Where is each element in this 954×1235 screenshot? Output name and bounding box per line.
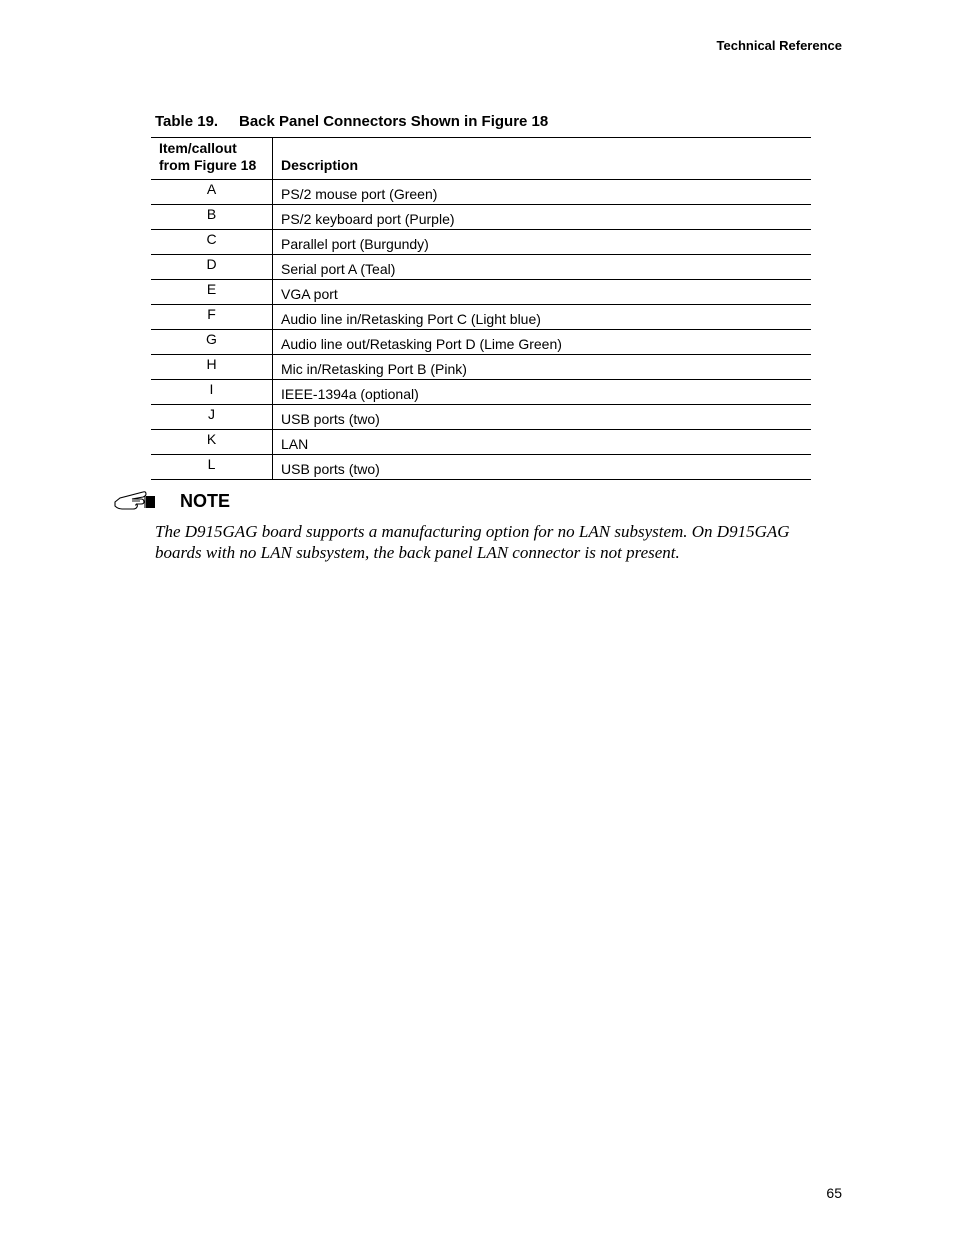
cell-description: PS/2 keyboard port (Purple) bbox=[273, 205, 812, 230]
table-row bbox=[151, 405, 811, 430]
cell-description: USB ports (two) bbox=[273, 405, 812, 430]
cell-item-callout: L bbox=[151, 455, 273, 480]
table-row bbox=[151, 355, 811, 380]
table-row bbox=[151, 305, 811, 330]
table-row bbox=[151, 430, 811, 455]
cell-description: Mic in/Retasking Port B (Pink) bbox=[273, 355, 812, 380]
column-header-item bbox=[151, 138, 273, 180]
cell-item-callout: B bbox=[151, 205, 273, 230]
cell-item-callout: J bbox=[151, 405, 273, 430]
cell-description: Audio line out/Retasking Port D (Lime Green) bbox=[273, 330, 812, 355]
table-row bbox=[151, 230, 811, 255]
cell-description: Parallel port (Burgundy) bbox=[273, 230, 812, 255]
cell-item-callout: A bbox=[151, 180, 273, 205]
cell-description: IEEE-1394a (optional) bbox=[273, 380, 812, 405]
table-row bbox=[151, 180, 811, 205]
back-panel-connectors-table bbox=[151, 137, 811, 480]
cell-item-callout: D bbox=[151, 255, 273, 280]
cell-description: USB ports (two) bbox=[273, 455, 812, 480]
table-row bbox=[151, 330, 811, 355]
cell-item-callout: G bbox=[151, 330, 273, 355]
table-caption bbox=[155, 113, 548, 130]
table-row bbox=[151, 380, 811, 405]
table-caption-number: Table 19. bbox=[155, 113, 219, 130]
cell-description: LAN bbox=[273, 430, 812, 455]
cell-item-callout: E bbox=[151, 280, 273, 305]
table-row bbox=[151, 205, 811, 230]
cell-description: Serial port A (Teal) bbox=[273, 255, 812, 280]
cell-item-callout: F bbox=[151, 305, 273, 330]
cell-description: PS/2 mouse port (Green) bbox=[281, 186, 438, 202]
cell-item-callout: C bbox=[151, 230, 273, 255]
table-caption-title: Back Panel Connectors Shown in Figure 18 bbox=[239, 113, 549, 130]
running-header: Technical Reference bbox=[716, 38, 842, 53]
cell-description: Audio line in/Retasking Port C (Light blue) bbox=[273, 305, 812, 330]
cell-item-callout: I bbox=[151, 380, 273, 405]
page-number: 65 bbox=[826, 1185, 842, 1201]
cell-item-callout: H bbox=[151, 355, 273, 380]
table-row bbox=[151, 280, 811, 305]
table-body bbox=[151, 180, 811, 480]
pointing-hand-icon bbox=[113, 487, 157, 513]
cell-item-callout: K bbox=[151, 430, 273, 455]
column-header-description: Description bbox=[273, 138, 812, 180]
note-heading: NOTE bbox=[180, 491, 231, 511]
column-header-item-line1: Item/callout bbox=[159, 140, 237, 156]
note-text: The D915GAG board supports a manufacturing option for no LAN subsystem. On D915GAG boards with no LAN subsystem, the back panel LAN connector is not present. bbox=[155, 522, 790, 562]
table-row bbox=[151, 455, 811, 480]
table-row bbox=[151, 255, 811, 280]
column-header-item-line2: from Figure 18 bbox=[159, 157, 257, 173]
table-header-row bbox=[151, 138, 811, 180]
cell-description: VGA port bbox=[273, 280, 812, 305]
